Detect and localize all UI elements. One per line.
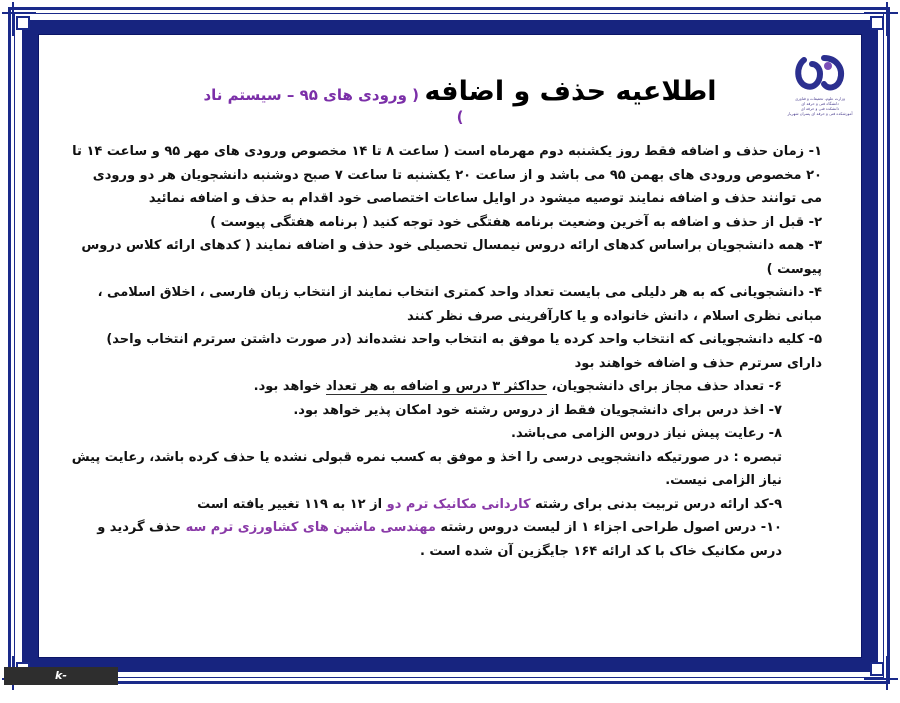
item-text: ۹-کد ارائه درس تربیت بدنی برای رشته	[530, 496, 782, 512]
list-item: ۸- رعایت پیش نیاز دروس الزامی می‌باشد.	[511, 426, 782, 441]
list-item: ۴- دانشجویانی که به هر دلیلی می بایست تعداد واحد کمتری انتخاب نمایند از انتخاب زبان فارسی ، اخلاق اسلامی ، مبانی نظری اسلام ، دانش خانواده و یا کارآفرینی صرف نظر کنند	[97, 285, 822, 324]
item-text: حذف گردید و درس مکانیک خاک با کد ارائه ۱۶۴ جایگزین آن شده است .	[97, 520, 782, 559]
list-item	[70, 516, 822, 563]
list-item	[70, 493, 822, 517]
list-item: ۲- قبل از حذف و اضافه به آخرین وضعیت برنامه هفتگی خود توجه کنید ( برنامه هفتگی پیوست )	[210, 214, 822, 230]
highlighted-text: کاردانی مکانیک ترم دو	[386, 496, 531, 512]
corner-ornament-top-right	[864, 2, 898, 36]
list-item	[70, 375, 822, 399]
item-text: ۱۰- درس اصول طراحی اجزاء ۱ از لیست دروس رشته	[435, 520, 782, 535]
announcement-title	[200, 76, 720, 126]
logo-caption-line: وزارت علوم، تحقیقات و فناوری	[795, 96, 845, 101]
list-item: ۱- زمان حذف و اضافه فقط روز یکشنبه دوم مهرماه است ( ساعت ۸ تا ۱۴ مخصوص ورودی های مهر ۹۵ و ساعت ۱۴ تا ۲۰ مخصوص ورودی های بهمن ۹۵ می باشد و از ساعت ۲۰ یکشنبه تا ساعت ۷ صبح دوشنبه دانشجویان هر دو ورودی می توانند حذف و اضافه نمایند توصیه میشود در اوایل ساعات اختصاصی خود اقدام به حذف و اضافه نمائید	[72, 144, 822, 206]
logo-caption-line: دانشکده فنی و حرفه ای	[800, 106, 840, 111]
logo-caption-line: آموزشکده فنی و حرفه ای پسران شهریار	[787, 111, 853, 116]
logo-caption-line: دانشگاه فنی و حرفه ای	[801, 101, 839, 106]
website-url[interactable]: k-shahryar.tvu.ac.ir	[4, 667, 118, 685]
underlined-text: حداکثر ۳ درس و اضافه به هر تعداد	[325, 379, 547, 394]
item-text: از ۱۲ به ۱۱۹ تغییر یافته است	[197, 496, 387, 512]
list-item: ۵- کلیه دانشجویانی که انتخاب واحد کرده یا موفق به انتخاب واحد نشده‌اند (در صورت داشتن سرترم انتخاب واحد) دارای سرترم حذف و اضافه خواهند بود	[106, 332, 822, 371]
note-item: تبصره : در صورتیکه دانشجویی درسی را اخذ و موفق به کسب نمره قبولی نشده یا حذف کرده باشد، رعایت پیش نیاز الزامی نیست.	[71, 449, 782, 488]
item-text: خواهد بود.	[253, 379, 326, 394]
page-subtitle: ( ورودی های ۹۵ – سیستم ناد )	[203, 86, 464, 126]
page-title: اطلاعیه حذف و اضافه	[424, 76, 717, 107]
list-item: ۷- اخذ درس برای دانشجویان فقط از دروس رشته خود امکان پذیر خواهد بود.	[293, 402, 782, 418]
highlighted-text: مهندسی ماشین های کشاورزی ترم سه	[185, 520, 436, 535]
announcement-body	[70, 140, 822, 563]
logo-caption	[786, 96, 854, 116]
list-item: ۳- همه دانشجویان براساس کدهای ارائه دروس نیمسال تحصیلی خود حذف و اضافه نمایند ( کدهای ارائه کلاس دروس پیوست )	[81, 238, 822, 277]
item-text: ۶- تعداد حذف مجاز برای دانشجویان،	[547, 379, 782, 394]
corner-ornament-top-left	[2, 2, 36, 36]
university-logo-icon	[790, 52, 850, 132]
corner-ornament-bottom-right	[864, 656, 898, 690]
